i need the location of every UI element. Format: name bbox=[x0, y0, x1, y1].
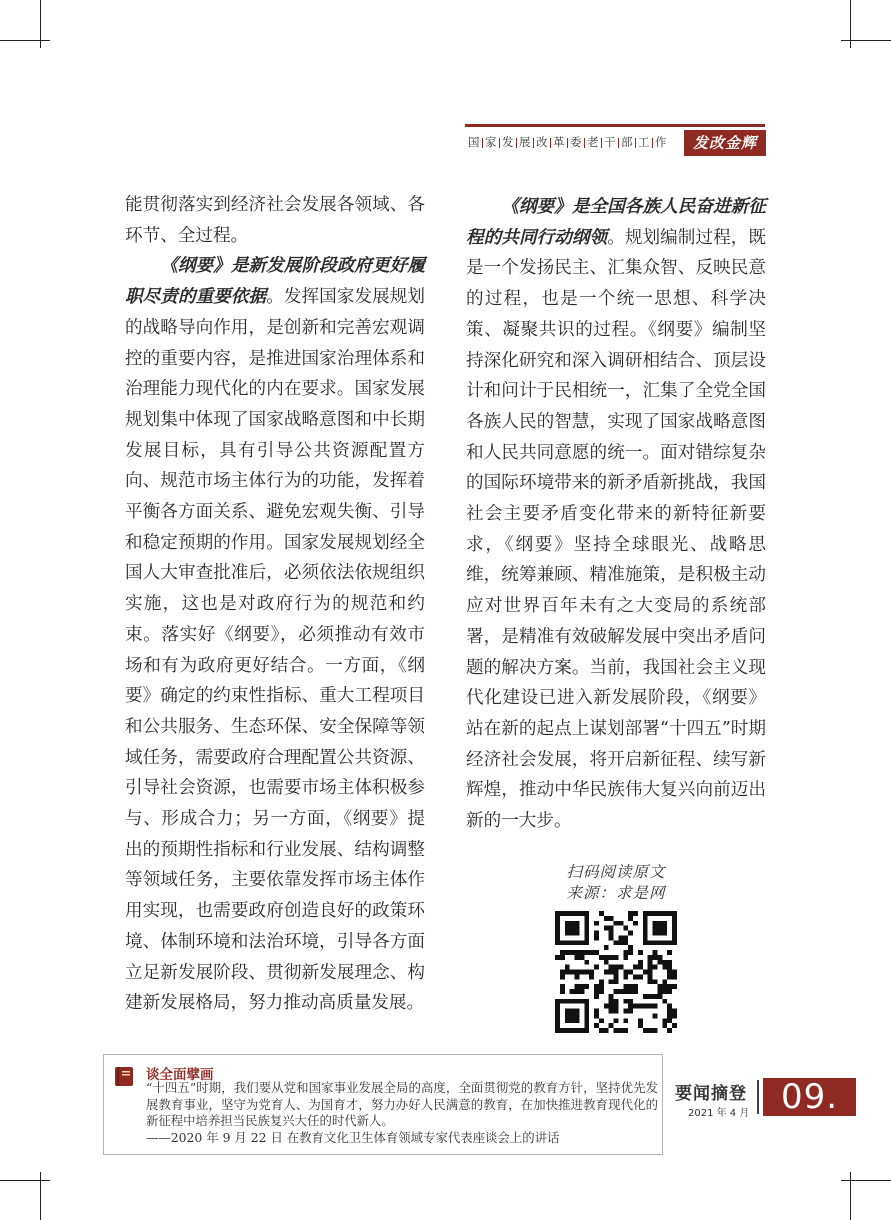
org-char: 作 bbox=[655, 135, 667, 149]
crop-mark bbox=[0, 1180, 50, 1181]
separator bbox=[482, 138, 483, 148]
crop-mark bbox=[0, 40, 50, 41]
separator bbox=[567, 138, 568, 148]
org-char: 发 bbox=[502, 135, 514, 149]
qr-caption: 扫码阅读原文 bbox=[566, 863, 666, 881]
book-icon bbox=[114, 1065, 136, 1087]
lead-sentence: 《纲要》是新发展阶段政府更好履职尽责的重要依据 bbox=[125, 256, 425, 308]
separator bbox=[533, 138, 534, 148]
left-column bbox=[125, 190, 425, 1019]
separator bbox=[601, 138, 602, 148]
crop-mark bbox=[841, 1180, 891, 1181]
header-rule bbox=[465, 124, 765, 127]
quote-body bbox=[146, 1080, 658, 1146]
org-char: 展 bbox=[519, 135, 531, 149]
org-char: 委 bbox=[570, 135, 582, 149]
separator bbox=[550, 138, 551, 148]
section-title: 要闻摘登 bbox=[675, 1084, 747, 1104]
separator bbox=[499, 138, 500, 148]
paragraph bbox=[125, 251, 425, 1019]
qr-block bbox=[553, 862, 679, 1037]
paragraph: 能贯彻落实到经济社会发展各领域、各环节、全过程。 bbox=[125, 195, 425, 246]
org-char: 改 bbox=[536, 135, 548, 149]
right-column bbox=[466, 192, 766, 837]
quote-text: “十四五”时期，我们要从党和国家事业发展全局的高度，全面贯彻党的教育方针，坚持优先发展教育事业，坚守为党育人、为国育才，努力办好人民满意的教育，在加快推进教育现代化的新征程中培养担当民族复兴大任的时代新人。 bbox=[146, 1080, 658, 1128]
issue-date: 2021 年 4 月 bbox=[688, 1108, 750, 1119]
org-char: 家 bbox=[485, 135, 497, 149]
lead-sentence: 《纲要》是全国各族人民奋进新征程的共同行动纲领 bbox=[466, 197, 766, 248]
qr-code[interactable] bbox=[555, 911, 677, 1033]
page-number: 09. bbox=[763, 1078, 856, 1116]
separator bbox=[618, 138, 619, 148]
brand-logo: 发改金辉 bbox=[684, 130, 766, 156]
paragraph-body: 。规划编制过程，既是一个发扬民主、汇集众智、反映民意的过程，也是一个统一思想、科学决策、凝聚共识的过程。《纲要》编制坚持深化研究和深入调研相结合、顶层设计和问计于民相统一，汇集了全党全国各族人民的智慧，实现了国家战略意图和人民共同意愿的统一。面对错综复杂的国际环境带来的新矛盾新挑战，我国社会主要矛盾变化带来的新特征新要求，《纲要》坚持全球眼光、战略思维，统筹兼顾、精准施策，是积极主动应对世界百年未有之大变局的系统部署，是精准有效破解发展中突出矛盾问题的解决方案。当前，我国社会主义现代化建设已进入新发展阶段，《纲要》站在新的起点上谋划部署“十四五”时期经济社会发展，将开启新征程、续写新辉煌，推动中华民族伟大复兴向前迈出新的一大步。 bbox=[466, 227, 766, 832]
quote-title: 谈全面擘画 bbox=[146, 1067, 214, 1083]
org-char: 工 bbox=[638, 135, 650, 149]
separator bbox=[652, 138, 653, 148]
org-char: 国 bbox=[468, 135, 480, 149]
org-char: 部 bbox=[621, 135, 633, 149]
org-char: 革 bbox=[553, 135, 565, 149]
org-char: 干 bbox=[604, 135, 616, 149]
separator bbox=[635, 138, 636, 148]
separator bbox=[584, 138, 585, 148]
paragraph bbox=[466, 192, 766, 837]
org-char: 老 bbox=[587, 135, 599, 149]
separator bbox=[516, 138, 517, 148]
qr-source: 来源：求是网 bbox=[566, 884, 666, 902]
crop-mark bbox=[841, 40, 891, 41]
quote-source: ——2020 年 9 月 22 日 在教育文化卫生体育领域专家代表座谈会上的讲话 bbox=[146, 1129, 560, 1145]
quote-box bbox=[103, 1054, 663, 1155]
footer-divider bbox=[757, 1080, 759, 1114]
paragraph-body: 。发挥国家发展规划的战略导向作用，是创新和完善宏观调控的重要内容，是推进国家治理体系和治理能力现代化的内在要求。国家发展规划集中体现了国家战略意图和中长期发展目标，具有引导公共资源配置方向、规范市场主体行为的功能，发挥着平衡各方面关系、避免宏观失衡、引导和稳定预期的作用。国家发展规划经全国人大审查批准后，必须依法依规组织实施，这也是对政府行为的规范和约束。落实好《纲要》，必须推动有效市场和有为政府更好结合。一方面，《纲要》确定的约束性指标、重大工程项目和公共服务、生态环保、安全保障等领域任务，需要政府合理配置公共资源、引导社会资源，也需要市场主体积极参与、形成合力；另一方面，《纲要》提出的预期性指标和行业发展、结构调整等领域任务，主要依靠发挥市场主体作用实现，也需要政府创造良好的政策环境、体制环境和法治环境，引导各方面立足新发展阶段、贯彻新发展理念、构建新发展格局，努力推动高质量发展。 bbox=[125, 287, 425, 1014]
header-organization bbox=[468, 134, 667, 150]
